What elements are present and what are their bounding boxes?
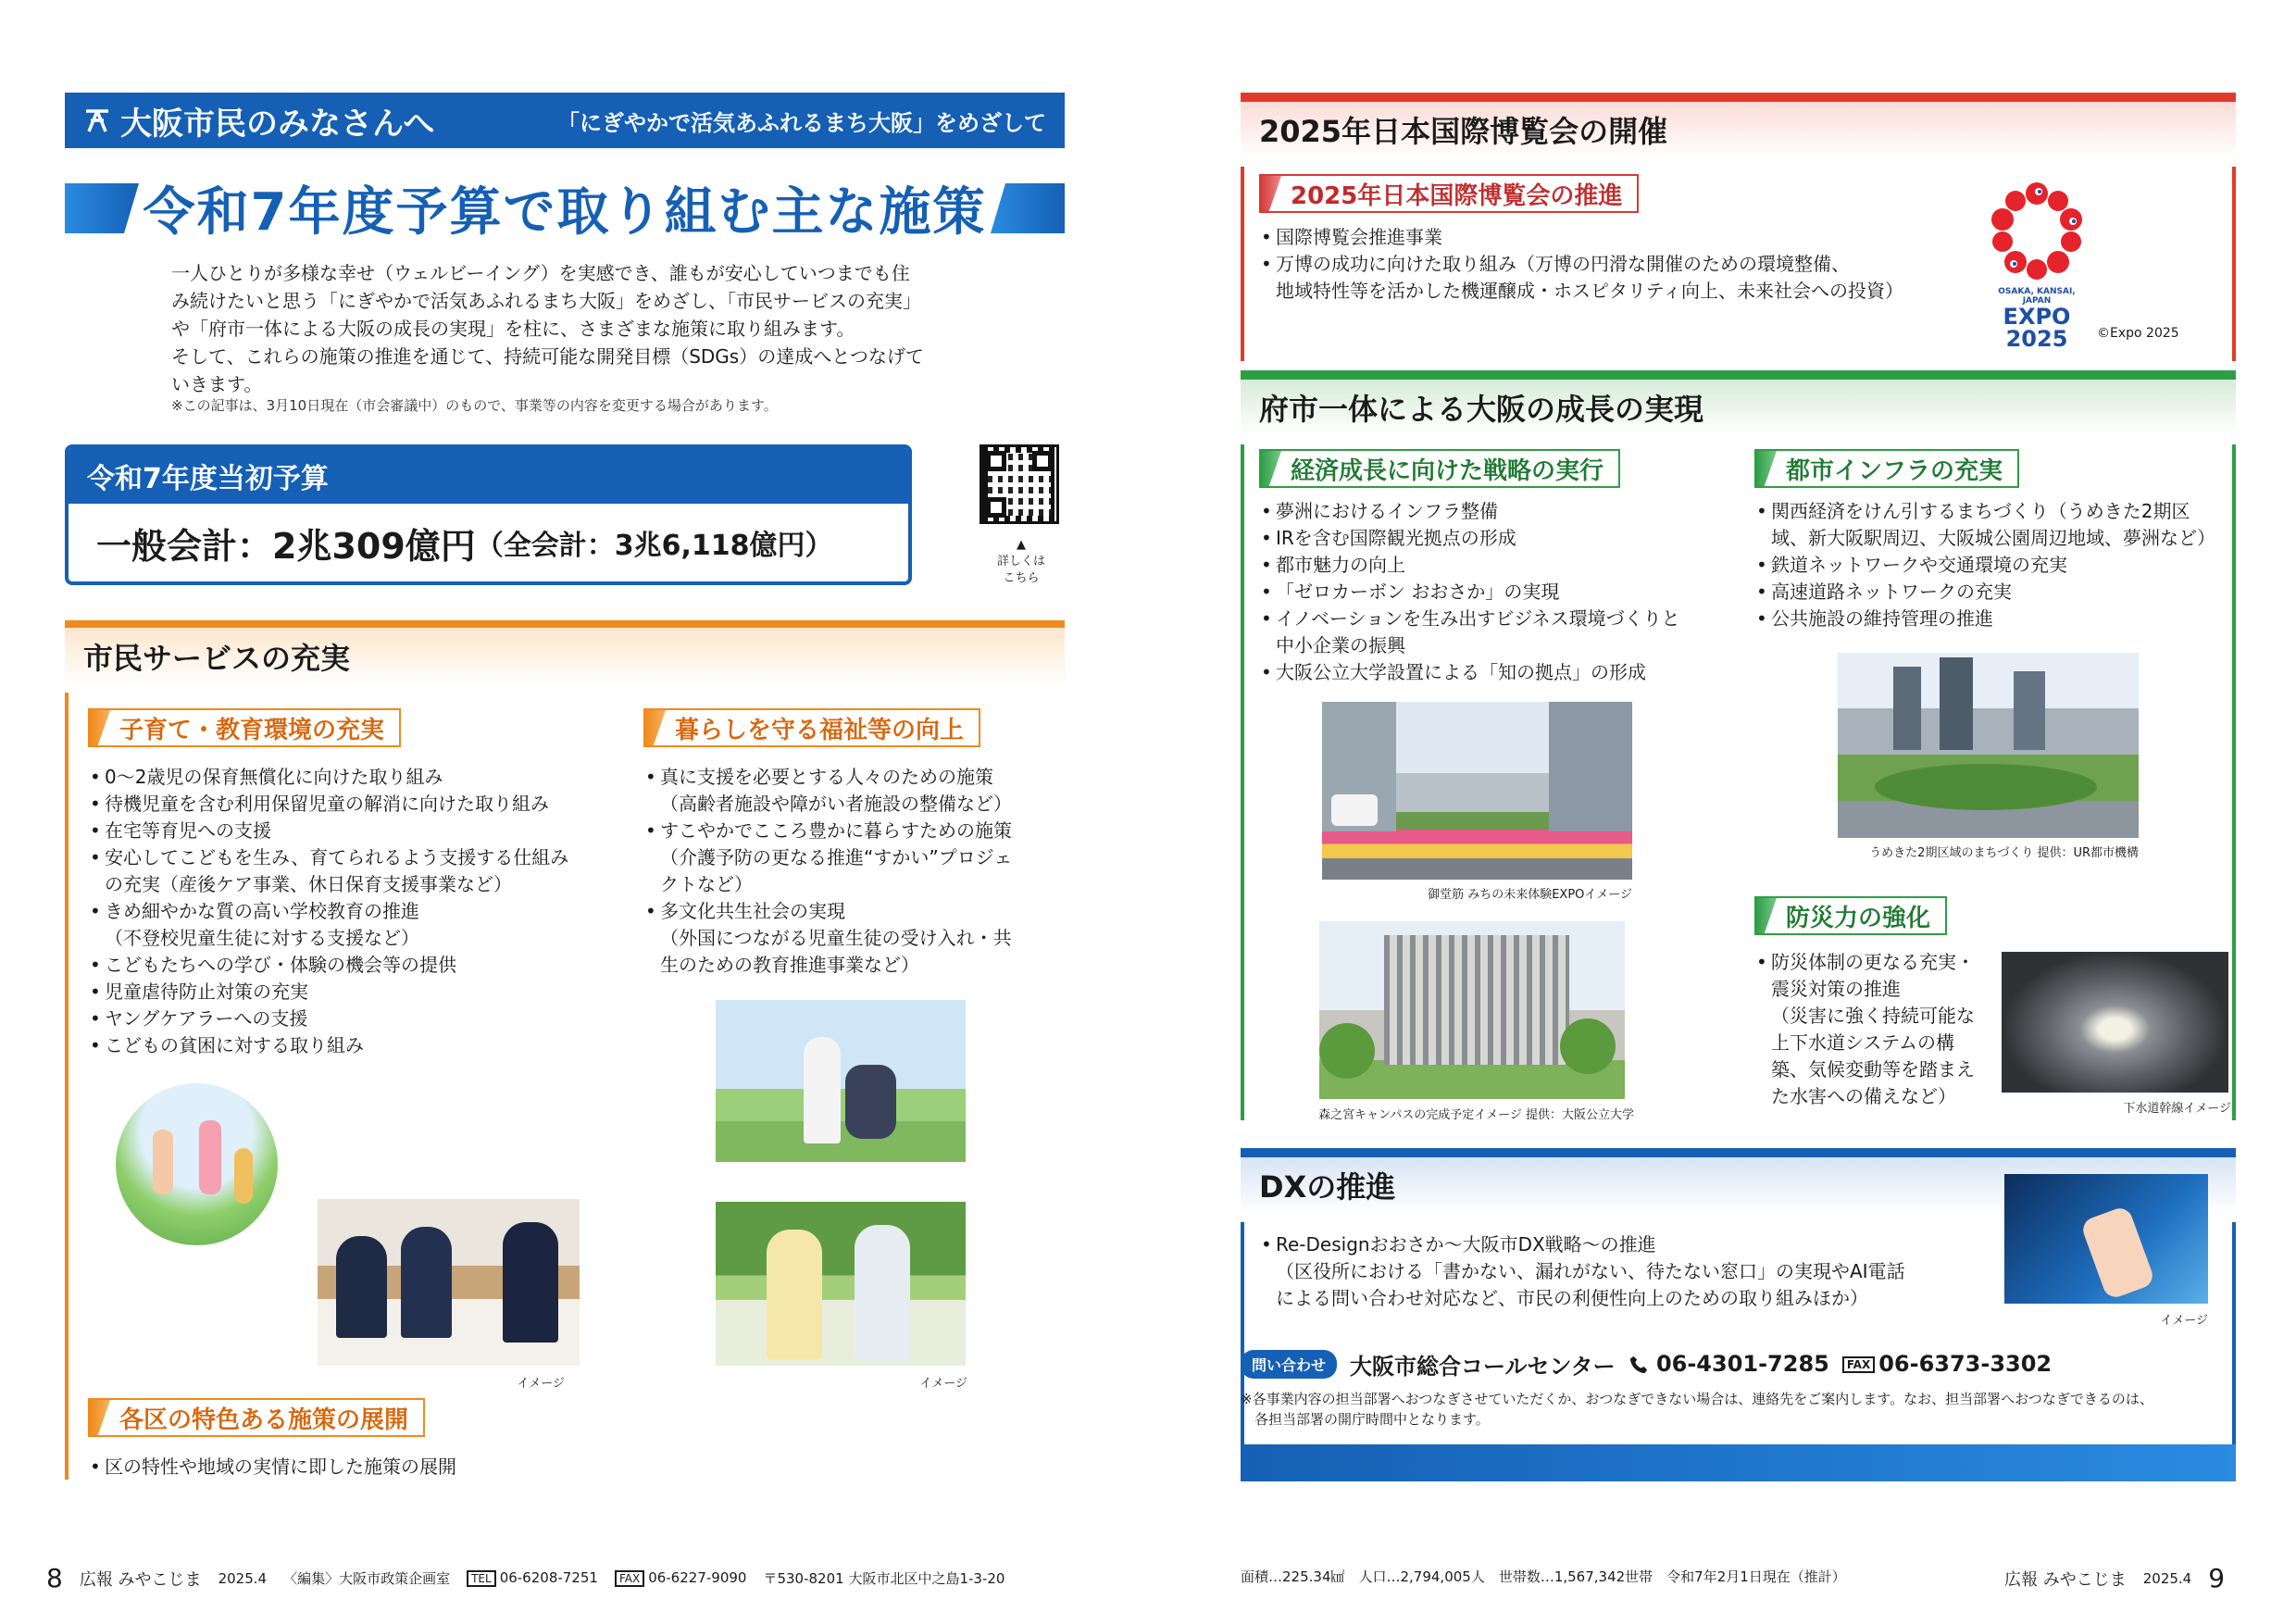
list-item: • 0～2歳児の保育無償化に向けた取り組み (88, 764, 606, 791)
list-item: • 多文化共生社会の実現 (643, 898, 1051, 925)
list-item: • ヤングケアラーへの支援 (88, 1006, 606, 1032)
umekita-caption: うめきた2期区域のまちづくり 提供：UR都市機構 (1869, 846, 2139, 860)
expo-logo-icon (1986, 181, 2088, 282)
city-stats: 面積…225.34㎢ 人口…2,794,005人 世帯数…1,567,342世帯 令和7年2月1日現在（推計） (1241, 1568, 1846, 1585)
list-item-continuation: （高齢者施設や障がい者施設の整備など） (660, 793, 1012, 815)
list-item: • 「ゼロカーボン おおさか」の実現 (1259, 579, 1741, 606)
photo-caption: イメージ (919, 1377, 967, 1391)
tel-icon: TEL (467, 1570, 496, 1587)
list-item: • イノベーションを生み出すビジネス環境づくりと (1259, 606, 1741, 632)
header-slogan: 「にぎやかで活気あふれるまち大阪」をめざして (557, 109, 1046, 136)
intro-text: 一人ひとりが多様な幸せ（ウェルビーイング）を実感でき、誰もが安心していつまでも住 み続けたいと思う「にぎやかで活気あふれるまち大阪」をめざし、「市民サービスの充実」 や「府市一体による大阪の成長の実現」を柱に、さまざまな施策に取り組みます。 そして、これらの施策の推進を通じて、持続可能な開発目標（SDGs）の達成へとつなげて いきます。 (171, 262, 924, 395)
disaster-heading: 防災力の強化 (1754, 896, 1947, 935)
welfare-heading: 暮らしを守る福祉等の向上 (643, 708, 980, 747)
list-item: • 大阪公立大学設置による「知の拠点」の形成 (1259, 659, 1741, 686)
magazine-name: 広報 みやこじま (79, 1569, 202, 1590)
budget-value: 一般会計：2兆309億円 （全会計：3兆6,118億円） (96, 525, 833, 567)
list-item-continuation: （介護予防の更なる推進“すかい”プロジェ (660, 846, 1013, 868)
list-item-continuation: 築、気候変動等を踏まえ (1771, 1058, 1975, 1081)
section-dx: DXの推進 (1241, 1148, 2236, 1213)
childcare-heading: 子育て・教育環境の充実 (88, 708, 401, 747)
list-item: • 関西経済をけん引するまちづくり（うめきた2期区 (1754, 498, 2227, 525)
header-title: 大阪市民のみなさんへ (120, 105, 435, 143)
list-item-continuation: （区役所における「書かない、漏れがない、待たない窓口」の実現やAI電話 (1276, 1260, 1905, 1282)
bottom-bar (1241, 1444, 2236, 1481)
umekita-photo (1838, 653, 2139, 838)
qr-label: ▲ 詳しくは こちら (996, 538, 1045, 585)
list-item-continuation: 域、新大阪駅周辺、大阪城公園周辺地域、夢洲など） (1771, 527, 2215, 549)
title-stripe-right (991, 183, 1065, 233)
expo-subheading: 2025年日本国際博覧会の推進 (1259, 174, 1639, 213)
list-item-continuation: 中小企業の振興 (1276, 634, 1405, 656)
list-item: • 鉄道ネットワークや交通環境の充実 (1754, 552, 2227, 579)
address: 〒530-8201 大阪市北区中之島1-3-20 (763, 1570, 1005, 1587)
issue-date: 2025.4 (218, 1569, 268, 1587)
list-item: • IRを含む国際観光拠点の形成 (1259, 525, 1741, 552)
list-item-continuation: （災害に強く持続可能な (1771, 1005, 1975, 1027)
elderly-care-photo (716, 1000, 966, 1162)
page-number: 9 (2208, 1563, 2226, 1593)
list-item-continuation: クトなど） (660, 873, 753, 895)
issue-date: 2025.4 (2142, 1569, 2192, 1587)
economy-list (1259, 498, 1741, 686)
ward-heading: 各区の特色ある施策の展開 (88, 1398, 425, 1437)
expo-copyright: ©Expo 2025 (2097, 326, 2179, 341)
expo-list (1259, 224, 1981, 305)
childcare-list (88, 764, 606, 1059)
right-footer (2004, 1563, 2225, 1593)
dx-smartphone-photo (2004, 1174, 2208, 1304)
list-item: • 万博の成功に向けた取り組み（万博の円滑な開催のための環境整備、 (1259, 251, 1981, 278)
section-citizen-services: 市民サービスの充実 (65, 620, 1065, 685)
sewer-tunnel-photo (2002, 952, 2228, 1093)
list-item: • Re-Designおおさか～大阪市DX戦略～の推進 (1259, 1231, 1981, 1258)
list-item-continuation: （不登校児童生徒に対する支援など） (105, 927, 419, 949)
dx-caption: イメージ (2160, 1314, 2208, 1328)
morinomiya-caption: 森之宮キャンパスの完成予定イメージ 提供：大阪公立大学 (1318, 1108, 1634, 1122)
right-footer-stats (1241, 1567, 1846, 1586)
infra-heading: 都市インフラの充実 (1754, 449, 2019, 488)
list-item: • 真に支援を必要とする人々のための施策 (643, 764, 1051, 791)
section-frame-green (1241, 444, 1244, 1120)
magazine-name: 広報 みやこじま (2004, 1569, 2127, 1590)
contact-notes: ※各事業内容の担当部署へおつなぎさせていただくか、おつなぎできない場合は、連絡先をご案内します。なお、担当部署へおつなぎできるのは、 各担当部署の開庁時間中となります。 (1241, 1391, 2153, 1428)
list-item: • すこやかでこころ豊かに暮らすための施策 (643, 818, 1051, 844)
midosuji-future-photo (1322, 702, 1632, 880)
title-stripe-left (65, 183, 139, 233)
list-item-continuation: 生のための教育推進事業など） (660, 954, 919, 976)
list-item: • 高速道路ネットワークの充実 (1754, 579, 2227, 606)
section-growth: 府市一体による大阪の成長の実現 (1241, 370, 2236, 435)
infra-list (1754, 498, 2227, 632)
list-item: • 児童虐待防止対策の充実 (88, 979, 606, 1006)
contact-name: 大阪市総合コールセンター (1350, 1353, 1616, 1380)
budget-box (65, 444, 912, 585)
list-item-continuation: 震災対策の推進 (1771, 978, 1901, 1000)
children-playing-photo (116, 1083, 278, 1245)
intro-note: ※この記事は、3月10日現在（市会審議中）のもので、事業等の内容を変更する場合があります。 (171, 397, 778, 414)
section-frame-green (2232, 444, 2236, 1120)
list-item: • 防災体制の更なる充実・ (1754, 949, 2004, 976)
fax-icon: FAX (1842, 1356, 1875, 1373)
contact-fax: 06-6373-3302 (1878, 1351, 2053, 1377)
header-bar (65, 93, 1065, 148)
students-studying-photo (318, 1199, 580, 1366)
contact-tag: 問い合わせ (1241, 1350, 1337, 1379)
list-item: • 在宅等育児への支援 (88, 818, 606, 844)
page-title: 令和7年度予算で取り組む主な施策 (143, 182, 987, 243)
morinomiya-campus-photo (1319, 921, 1625, 1099)
tel-number: 06-6208-7251 (499, 1569, 598, 1587)
list-item: • 安心してこどもを生み、育てられるよう支援する仕組み (88, 844, 606, 871)
midosuji-caption: 御堂筋 みちの未来体験EXPOイメージ (1428, 888, 1632, 902)
list-item-continuation: 上下水道システムの構 (1771, 1031, 1954, 1054)
list-item-continuation: の充実（産後ケア事業、休日保育支援事業など） (105, 873, 512, 895)
section-frame-orange (65, 693, 69, 1480)
disaster-list (1754, 949, 2004, 1110)
walking-seniors-photo (716, 1202, 966, 1366)
list-item-continuation: による問い合わせ対応など、市民の利便性向上のための取り組みほか） (1276, 1287, 1868, 1309)
fax-icon: FAX (615, 1570, 644, 1587)
list-item: • 公共施設の維持管理の推進 (1754, 606, 2227, 632)
editor: 〈編集〉大阪市政策企画室 (283, 1570, 451, 1587)
list-item: • こどもたちへの学び・体験の機会等の提供 (88, 952, 606, 979)
list-item: • 夢洲におけるインフラ整備 (1259, 498, 1741, 525)
list-item: • きめ細やかな質の高い学校教育の推進 (88, 898, 606, 925)
page-number: 8 (46, 1563, 63, 1593)
main-title-block (65, 176, 1065, 241)
ward-list (88, 1454, 606, 1480)
sewer-caption: 下水道幹線イメージ (2123, 1102, 2231, 1116)
list-item: • 待機児童を含む利用保留児童の解消に向けた取り組み (88, 791, 606, 818)
expo-logo-text: OSAKA, KANSAI, JAPAN EXPO 2025 (1998, 287, 2076, 352)
list-item: • こどもの貧困に対する取り組み (88, 1032, 606, 1059)
list-item: • 国際博覧会推進事業 (1259, 224, 1981, 251)
welfare-list (643, 764, 1051, 979)
fax-number: 06-6227-9090 (648, 1569, 747, 1587)
section-frame-red (1241, 167, 1244, 361)
list-item-continuation: （外国につながる児童生徒の受け入れ・共 (660, 927, 1012, 949)
left-footer (46, 1563, 1004, 1593)
phone-icon (1628, 1355, 1649, 1375)
section-frame-red (2232, 167, 2236, 361)
budget-heading: 令和7年度当初予算 (69, 448, 908, 504)
qr-code[interactable] (980, 444, 1059, 524)
list-item-continuation: た水害への備えなど） (1771, 1085, 1956, 1107)
list-item-continuation: 地域特性等を活かした機運醸成・ホスピタリティ向上、未来社会への投資） (1276, 280, 1903, 302)
contact-line (1241, 1347, 2052, 1380)
list-item: • 都市魅力の向上 (1259, 552, 1741, 579)
osaka-city-mark-icon (83, 106, 111, 134)
economy-heading: 経済成長に向けた戦略の実行 (1259, 449, 1620, 488)
contact-tel: 06-4301-7285 (1655, 1351, 1829, 1377)
list-item: • 区の特性や地域の実情に即した施策の展開 (88, 1454, 606, 1480)
dx-list (1259, 1231, 1981, 1312)
photo-caption: イメージ (517, 1377, 565, 1391)
section-expo: 2025年日本国際博覧会の開催 (1241, 93, 2236, 157)
